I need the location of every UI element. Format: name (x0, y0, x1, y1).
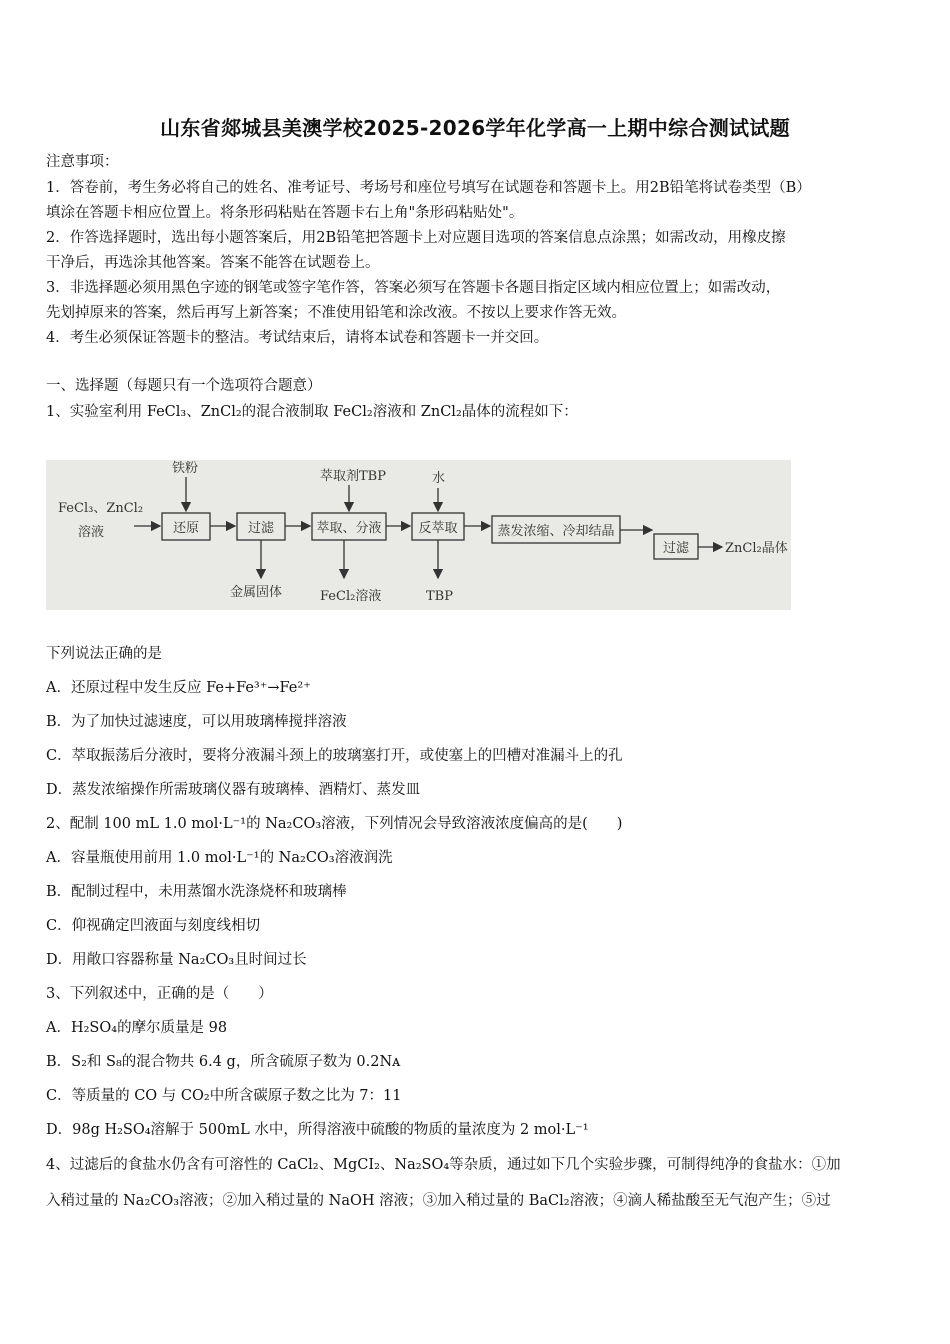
notice-heading: 注意事项： (46, 154, 119, 170)
notice-line: 3．非选择题必须用黑色字迹的钢笔或签字笔作答，答案必须写在答题卡各题目指定区域内相应位置上；如需改动， (46, 280, 781, 296)
option-d: D．98g H₂SO₄溶解于 500mL 水中，所得溶液中硫酸的物质的量浓度为 2 mol·L⁻¹ (46, 1122, 589, 1138)
option-c: C．仰视确定凹液面与刻度线相切 (46, 918, 261, 934)
option-b: B．S₂和 S₈的混合物共 6.4 g，所含硫原子数为 0.2Nᴀ (46, 1054, 401, 1070)
notice-line: 2．作答选择题时，选出每小题答案后，用2B铅笔把答题卡上对应题目选项的答案信息点涂黑；如需改动，用橡皮擦 (46, 230, 786, 246)
flow-input-bottom: 溶液 (78, 525, 105, 540)
notice-line: 4．考生必须保证答题卡的整洁。考试结束后，请将本试卷和答题卡一并交回。 (46, 330, 549, 346)
question-4-line: 入稍过量的 Na₂CO₃溶液；②加入稍过量的 NaOH 溶液；③加入稍过量的 BaCl₂溶液；④滴人稀盐酸至无气泡产生；⑤过 (46, 1193, 831, 1209)
flow-step-label: 过滤 (247, 521, 275, 536)
flow-step-label: 蒸发浓缩、冷却结晶 (497, 524, 615, 539)
notice-line: 先划掉原来的答案，然后再写上新答案；不准使用铅笔和涂改液。不按以上要求作答无效。 (46, 305, 626, 321)
notice-line: 1．答卷前，考生务必将自己的姓名、准考证号、考场号和座位号填写在试题卷和答题卡上。用2B铅笔将试卷类型（B） (46, 180, 811, 196)
option-b: B．配制过程中，未用蒸馏水洗涤烧杯和玻璃棒 (46, 884, 347, 900)
flow-output: 金属固体 (230, 585, 283, 600)
question-4-line: 4、过滤后的食盐水仍含有可溶性的 CaCl₂、MgCI₂、Na₂SO₄等杂质，通过如下几个实验步骤，可制得纯净的食盐水：①加 (46, 1157, 841, 1173)
option-c: C．萃取振荡后分液时，要将分液漏斗颈上的玻璃塞打开，或使塞上的凹槽对准漏斗上的孔 (46, 748, 623, 764)
flow-product: ZnCl₂晶体 (725, 541, 788, 556)
notice-line: 干净后，再选涂其他答案。答案不能答在试题卷上。 (46, 255, 380, 271)
question-3-stem: 3、下列叙述中，正确的是（ ） (46, 986, 273, 1002)
option-d: D．用敞口容器称量 Na₂CO₃且时间过长 (46, 952, 307, 968)
flow-step-label: 萃取、分液 (316, 521, 382, 536)
flow-step-label: 过滤 (662, 541, 690, 556)
flow-output: TBP (426, 589, 453, 604)
flow-reagent: 萃取剂TBP (320, 469, 386, 484)
option-a: A．H₂SO₄的摩尔质量是 98 (46, 1020, 228, 1036)
flow-step-label: 还原 (172, 521, 200, 536)
option-a: A．容量瓶使用前用 1.0 mol·L⁻¹的 Na₂CO₃溶液润洗 (46, 850, 393, 866)
flow-step-label: 反萃取 (418, 521, 458, 536)
flow-diagram (46, 460, 791, 610)
question-1-prompt: 下列说法正确的是 (46, 646, 162, 662)
question-2-stem: 2、配制 100 mL 1.0 mol·L⁻¹的 Na₂CO₃溶液，下列情况会导致溶液浓度偏高的是( ) (46, 816, 623, 832)
flow-reagent: 铁粉 (172, 461, 199, 476)
page-title: 山东省郯城县美澳学校2025-2026学年化学高一上期中综合测试试题 (160, 116, 790, 140)
flow-reagent: 水 (432, 471, 446, 486)
option-c: C．等质量的 CO 与 CO₂中所含碳原子数之比为 7：11 (46, 1088, 402, 1104)
option-b: B．为了加快过滤速度，可以用玻璃棒搅拌溶液 (46, 714, 347, 730)
flow-output: FeCl₂溶液 (320, 589, 382, 604)
question-1-stem: 1、实验室利用 FeCl₃、ZnCl₂的混合液制取 FeCl₂溶液和 ZnCl₂晶体的流程如下： (46, 404, 578, 420)
option-d: D．蒸发浓缩操作所需玻璃仪器有玻璃棒、酒精灯、蒸发皿 (46, 782, 421, 798)
flow-input-top: FeCl₃、ZnCl₂ (58, 501, 144, 516)
option-a: A．还原过程中发生反应 Fe+Fe³⁺→Fe²⁺ (46, 680, 311, 696)
notice-line: 填涂在答题卡相应位置上。将条形码粘贴在答题卡右上角"条形码粘贴处"。 (46, 205, 524, 221)
section-heading: 一、选择题（每题只有一个选项符合题意） (46, 378, 322, 394)
